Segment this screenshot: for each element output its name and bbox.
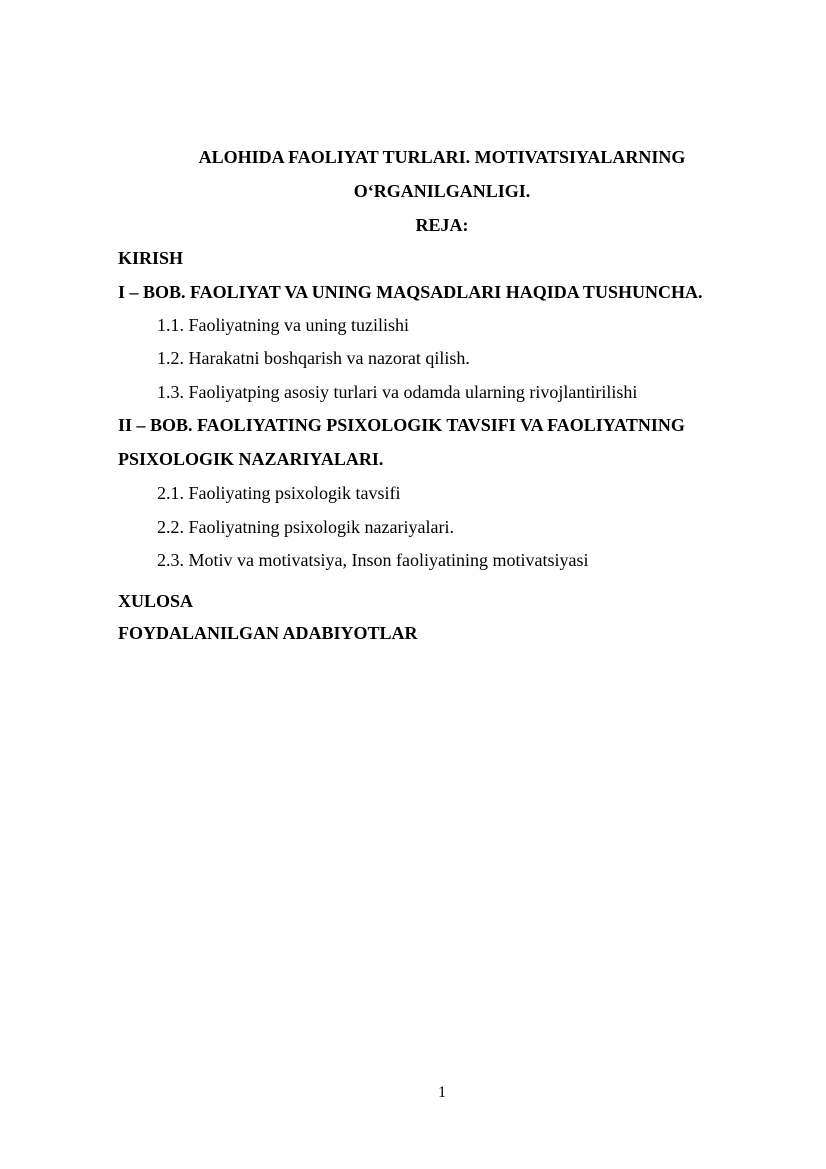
toc-item-1-1: 1.1. Faoliyatning va uning tuzilishi xyxy=(157,315,409,335)
page-number: 1 xyxy=(438,1084,446,1101)
toc-item-1-3: 1.3. Faoliyatping asosiy turlari va odamda ularning rivojlantirilishi xyxy=(157,382,638,402)
toc-item-1-2: 1.2. Harakatni boshqarish va nazorat qilish. xyxy=(157,348,470,368)
title-line-1: ALOHIDA FAOLIYAT TURLARI. MOTIVATSIYALARNING xyxy=(198,147,686,167)
plan-heading: REJA: xyxy=(415,215,469,235)
toc-item-2-2: 2.2. Faoliyatning psixologik nazariyalari. xyxy=(157,517,454,537)
toc-intro: KIRISH xyxy=(118,248,184,268)
toc-references: FOYDALANILGAN ADABIYOTLAR xyxy=(118,623,418,643)
toc-item-2-3: 2.3. Motiv va motivatsiya, Inson faoliyatining motivatsiyasi xyxy=(157,550,589,570)
toc-chapter2-title-line2: PSIXOLOGIK NAZARIYALARI. xyxy=(118,449,384,469)
toc-chapter1-title: I – BOB. FAOLIYAT VA UNING MAQSADLARI HAQIDA TUSHUNCHA. xyxy=(118,282,703,302)
toc-conclusion: XULOSA xyxy=(118,591,194,611)
toc-item-2-1: 2.1. Faoliyating psixologik tavsifi xyxy=(157,483,401,503)
toc-chapter2-title-line1: II – BOB. FAOLIYATING PSIXOLOGIK TAVSIFI VA FAOLIYATNING xyxy=(118,415,685,435)
title-line-2: O‘RGANILGANLIGI. xyxy=(353,181,531,201)
